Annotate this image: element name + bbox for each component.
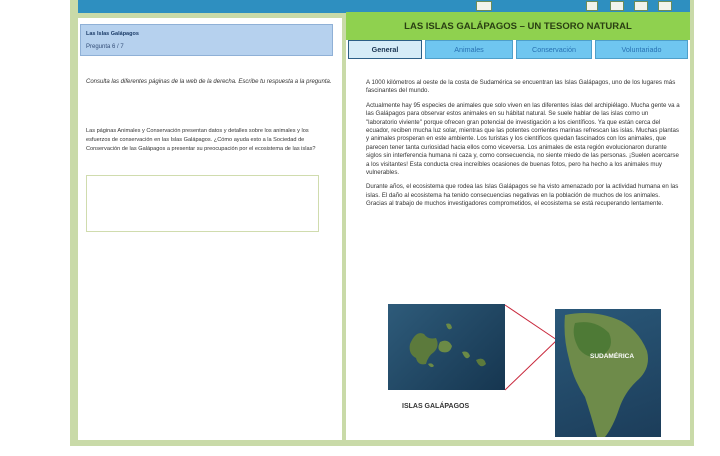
toolbar-button[interactable] xyxy=(634,1,648,11)
tab-voluntariado[interactable]: Voluntariado xyxy=(595,40,688,59)
south-america-map-image xyxy=(555,309,661,437)
tab-general[interactable]: General xyxy=(348,40,422,59)
galapagos-map-image xyxy=(388,304,505,390)
website-title-bar xyxy=(346,12,690,40)
tab-animales[interactable]: Animales xyxy=(425,40,513,59)
islands-icon xyxy=(388,304,505,390)
toolbar-button[interactable] xyxy=(658,1,672,11)
toolbar-button[interactable] xyxy=(610,1,624,11)
question-number: Pregunta 6 / 7 xyxy=(86,44,124,50)
continent-label: SUDAMÉRICA xyxy=(590,353,635,360)
instruction-text: Consulta las diferentes páginas de la web de la derecha. Escribe tu respuesta a la pregunta. xyxy=(86,79,332,85)
article-body xyxy=(366,79,680,215)
question-info-box xyxy=(80,24,333,56)
paragraph: Durante años, el ecosistema que rodea las Islas Galápagos se ha visto amenazado por la actividad humana en las islas. El daño al ecosistema ha tenido consecuencias negativas en la población de muchos de los animales. Gracias al trabajo de muchos investigadores comprometidos, el ecosistema se está recuperando lentamente. xyxy=(366,183,679,208)
continent-icon xyxy=(555,309,661,437)
paragraph: Actualmente hay 95 especies de animales que solo viven en las diferentes islas del archipiélago. Mucha gente va a las Galápagos para observar estos animales en su hábitat natural. Se suele hablar de las islas como un "laboratorio viviente" porque ofrecen gran potencial de investigación a los científicos. Ya que están cerca del ecuador, reciben mucha luz solar, mientras que las potentes corrientes marinas refrescan las islas. Muchas plantas y animales prosperan en este ambiente. Los turistas y los científicos quedan fascinados con los animales, que parecen tener tanta curiosidad hacia ellos como viceversa. Los animales de esta región evolucionaron durante siglos sin interferencia humana ni caza y, como consecuencia, no siente miedo de las personas. ¡Suelen acercarse a los visitantes! Esta conducta crea increíbles ocasiones de buenas fotos, pero ha hecho a los animales muy vulnerables. xyxy=(366,101,680,177)
paragraph: A 1000 kilómetros al oeste de la costa de Sudamérica se encuentran las Islas Galápagos, uno de los lugares más fascinantes del mundo. xyxy=(366,79,676,95)
answer-field[interactable] xyxy=(86,175,319,232)
toolbar-button[interactable] xyxy=(586,1,598,11)
islands-caption: ISLAS GALÁPAGOS xyxy=(402,403,470,410)
site-title: Las Islas Galápagos xyxy=(86,31,139,37)
website-tabs xyxy=(348,40,688,60)
tab-conservacion[interactable]: Conservación xyxy=(516,40,592,59)
toolbar-button[interactable] xyxy=(476,1,492,11)
website-title: LAS ISLAS GALÁPAGOS – UN TESORO NATURAL xyxy=(404,21,632,32)
question-text: Las páginas Animales y Conservación presentan datos y detalles sobre los animales y los esfuerzos de conservación en las Islas Galápagos. ¿Cómo ayuda esto a la Sociedad de Conservación de las Galápagos a presentar su preocupación por el ecosistema de las islas? xyxy=(86,128,316,152)
